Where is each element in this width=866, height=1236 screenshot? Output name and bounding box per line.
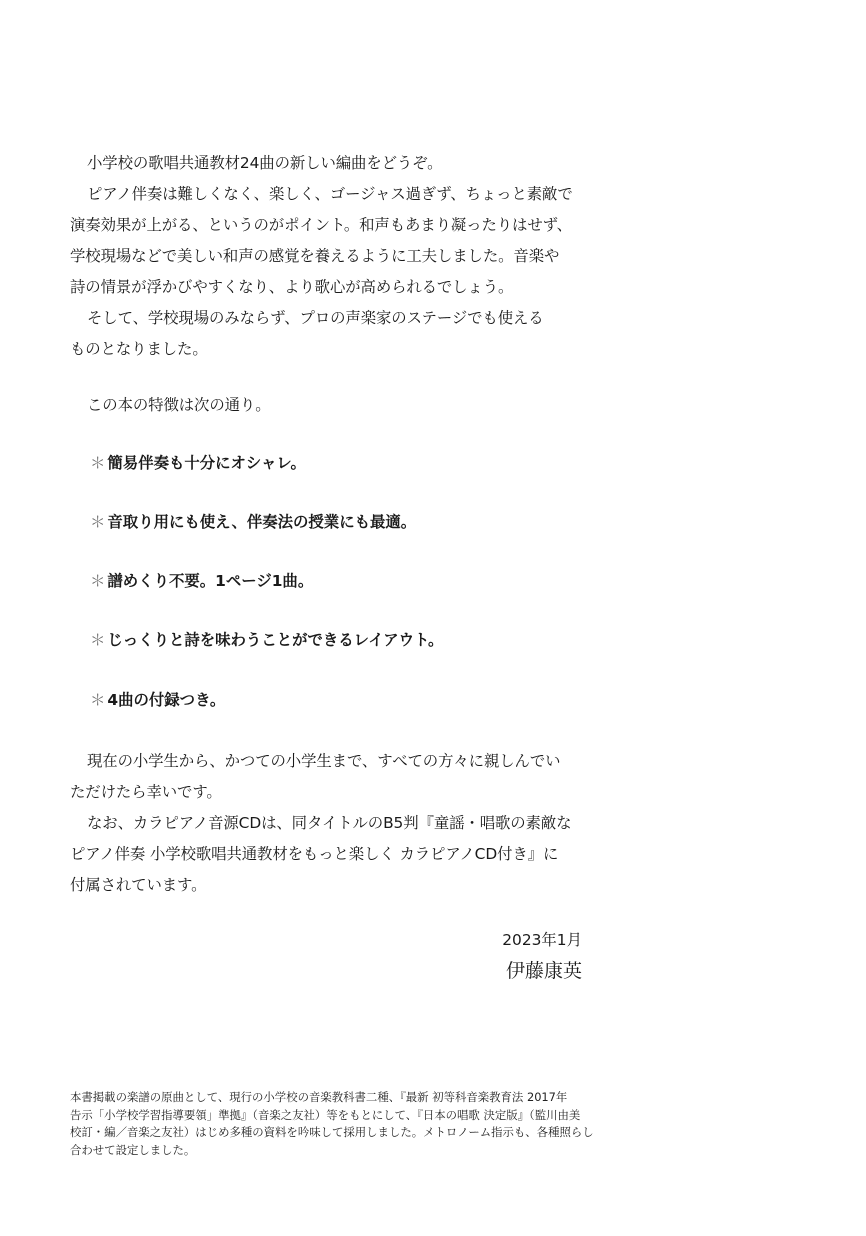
- closing-line: 現在の小学生から、かつての小学生まで、すべての方々に親しんでい: [87, 752, 561, 770]
- feature-text: 譜めくり不要。1ページ1曲。: [107, 572, 314, 590]
- closing-paragraph: [70, 746, 582, 901]
- features-intro-text: この本の特徴は次の通り。: [87, 396, 271, 414]
- asterisk-bullet-icon: ＊: [90, 691, 106, 709]
- feature-item: [90, 452, 306, 474]
- signature-author: 伊藤康英: [505, 960, 582, 982]
- asterisk-bullet-icon: ＊: [90, 631, 106, 649]
- preface-page: [70, 0, 594, 1236]
- footnote-line: 合わせて設定しました。: [70, 1142, 196, 1157]
- feature-text: じっくりと詩を味わうことができるレイアウト。: [107, 631, 444, 649]
- feature-item: [90, 689, 225, 711]
- asterisk-bullet-icon: ＊: [90, 454, 106, 472]
- asterisk-bullet-icon: ＊: [90, 513, 106, 531]
- closing-line: ただけたら幸いです。: [70, 783, 222, 801]
- intro-line: 詩の情景が浮かびやすくなり、より歌心が高められるでしょう。: [70, 278, 514, 296]
- closing-line: なお、カラピアノ音源CDは、同タイトルのB5判『童謡・唱歌の素敵な: [87, 814, 572, 832]
- feature-item: [90, 511, 416, 533]
- intro-line: 小学校の歌唱共通教材24曲の新しい編曲をどうぞ。: [87, 154, 443, 172]
- intro-line: 学校現場などで美しい和声の感覚を養えるように工夫しました。音楽や: [70, 247, 560, 265]
- closing-line: ピアノ伴奏 小学校歌唱共通教材をもっと楽しく カラピアノCD付き』に: [70, 845, 559, 863]
- intro-line: ものとなりました。: [70, 340, 208, 358]
- footnote-line: 本書掲載の楽譜の原曲として、現行の小学校の音楽教科書二種、『最新 初等科音楽教育法 2017年: [70, 1090, 568, 1104]
- asterisk-bullet-icon: ＊: [90, 572, 106, 590]
- intro-line: そして、学校現場のみならず、プロの声楽家のステージでも使える: [87, 309, 544, 327]
- feature-text: 4曲の付録つき。: [107, 691, 226, 709]
- footnote: [70, 1089, 594, 1159]
- feature-item: [90, 629, 443, 651]
- footnote-line: 告示「小学校学習指導要領」準拠』（音楽之友社）等をもとにして、『日本の唱歌 決定版』（監川由美: [70, 1107, 581, 1122]
- intro-line: ピアノ伴奏は難しくなく、楽しく、ゴージャス過ぎず、ちょっと素敵で: [87, 185, 573, 203]
- intro-line: 演奏効果が上がる、というのがポイント。和声もあまり凝ったりはせず、: [70, 216, 572, 234]
- closing-line: 付属されています。: [70, 876, 207, 894]
- feature-text: 音取り用にも使え、伴奏法の授業にも最適。: [107, 513, 417, 531]
- feature-item: [90, 570, 313, 592]
- feature-text: 簡易伴奏も十分にオシャレ。: [107, 454, 306, 472]
- intro-paragraph: [70, 148, 582, 365]
- signature-date: 2023年1月: [502, 931, 582, 949]
- footnote-line: 校訂・編／音楽之友社）はじめ多種の資料を吟味して採用しました。メトロノーム指示も、各種照らし: [70, 1125, 594, 1140]
- features-intro: [70, 390, 582, 421]
